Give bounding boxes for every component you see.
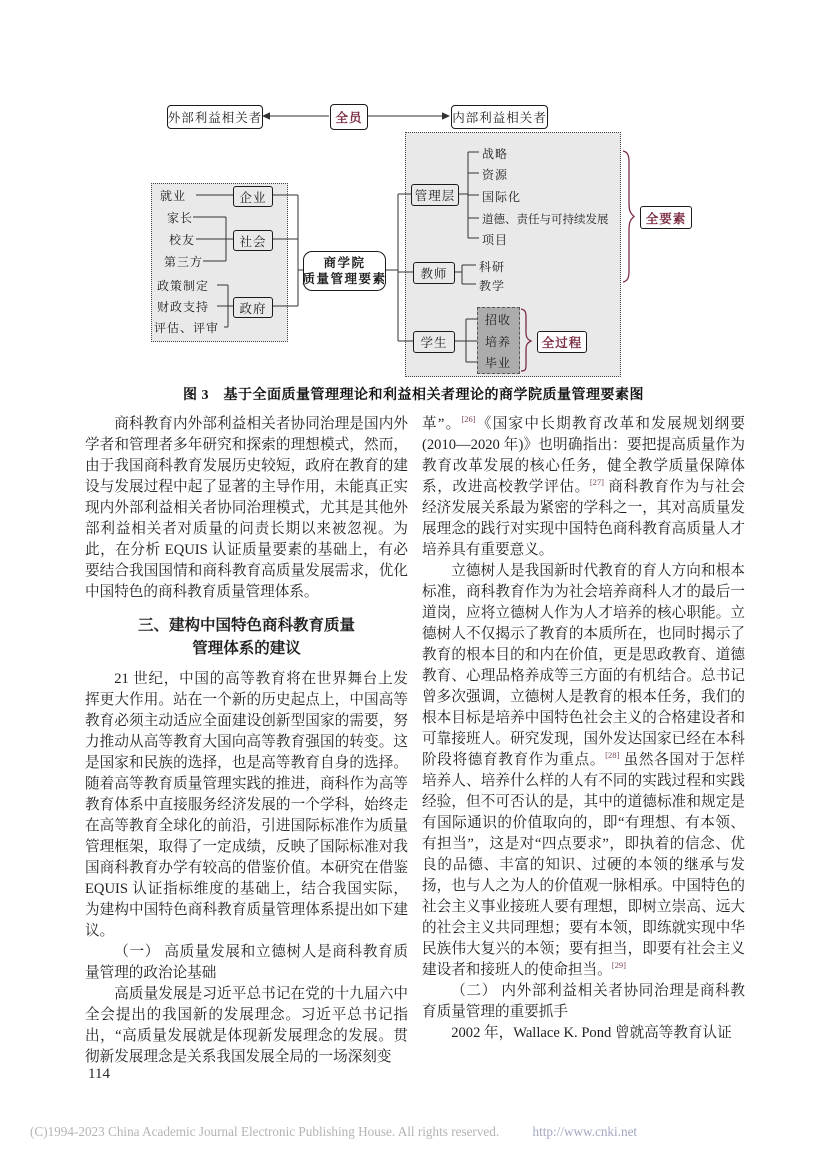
label-third-party: 第三方 (164, 255, 204, 269)
label-financial-support: 财政支持 (157, 300, 210, 314)
leaf-graduation: 毕业 (484, 356, 511, 370)
section-heading (85, 614, 408, 660)
node-government: 政府 (233, 297, 273, 318)
paragraph: 高质量发展是习近平总书记在党的十九届六中全会提出的我国新的发展理念。习近平总书记指出，“高质量发展就是体现新发展理念的发展。贯彻新发展理念是关系我国发展全局的一场深刻变 (85, 986, 408, 1065)
node-society: 社会 (233, 230, 273, 251)
node-enterprise: 企业 (233, 186, 273, 207)
leaf-strategy: 战略 (482, 147, 509, 161)
figure-caption: 图 3 基于全面质量管理理论和利益相关者理论的商学院质量管理要素图 (183, 388, 644, 403)
reference-superscript: [29] (611, 960, 626, 971)
node-external-stakeholders: 外部利益相关者 (167, 105, 263, 129)
text-column-left (85, 414, 408, 1068)
cnki-url: http://www.cnki.net (532, 1124, 638, 1139)
reference-superscript: [28] (605, 750, 620, 761)
node-management: 管理层 (411, 184, 459, 206)
node-whole-process: 全过程 (537, 331, 587, 353)
label-evaluation-review: 评估、评审 (154, 321, 220, 335)
label-employment: 就业 (160, 189, 187, 203)
paragraph: 21 世纪，中国的高等教育将在世界舞台上发挥更大作用。站在一个新的历史起点上，中国高等教育必须主动适应全面建设创新型国家的需要，努力推动从高等教育大国向高等教育强国的转变。这是国家和民族的选择，也是高等教育自身的选择。随着高等教育质量管理实践的推进，商科作为高等教育体系中直接服务经济发展的一个学科，始终走在高等教育全球化的前沿，引进国际标准作为质量管理框架，取得了一定成绩，反映了国际标准对我国商科教育办学有较高的借鉴价值。本研究在借鉴EQUIS 认证指标维度的基础上，结合我国实际，为建构中国特色商科教育质量管理体系提出如下建议。 (85, 671, 408, 939)
text-column-right (422, 414, 745, 1044)
leaf-admission: 招收 (484, 313, 511, 327)
leaf-teaching: 教学 (479, 279, 506, 293)
subsection-heading: （二） 内外部利益相关者协同治理是商科教育质量管理的重要抓手 (422, 983, 745, 1020)
node-internal-stakeholders: 内部利益相关者 (451, 105, 548, 129)
paragraph: 商科教育内外部利益相关者协同治理是国内外学者和管理者多年研究和探索的理想模式，然而，由于我国商科教育发展历史较短，政府在教育的建设与发展过程中起了显著的主导作用，未能真正实现内外部利益相关者协同治理模式，尤其是其他外部利益相关者对质量的问责长期以来被忽视。为此，在分析 EQUIS 认证质量要素的基础上，有必要结合我国国情和商科教育高质量发展需求，优化中国特色的商科教育质量管理体系。 (85, 416, 408, 600)
node-student: 学生 (413, 331, 455, 353)
node-all-elements: 全要素 (640, 206, 692, 229)
copyright-text: (C)1994-2023 China Academic Journal Electronic Publishing House. All rights reserved. (30, 1124, 500, 1139)
subsection-heading: （一） 高质量发展和立德树人是商科教育质量管理的政治论基础 (85, 944, 408, 981)
section-heading-line1: 三、建构中国特色商科教育质量 (137, 617, 355, 634)
node-business-school-qm-elements (303, 251, 386, 291)
paragraph: 2002 年，Wallace K. Pond 曾就高等教育认证 (451, 1025, 732, 1041)
leaf-cultivation: 培养 (484, 335, 511, 349)
section-heading-line2: 管理体系的建议 (192, 640, 301, 657)
label-alumni: 校友 (169, 233, 196, 247)
page-footer (30, 1124, 810, 1140)
reference-superscript: [26] (461, 414, 476, 425)
center-node-line2: 质量管理要素 (302, 272, 387, 286)
node-all-members: 全员 (330, 104, 368, 130)
label-parents: 家长 (167, 211, 194, 225)
leaf-internationalization: 国际化 (482, 190, 522, 204)
leaf-ethics-responsibility-sustainability: 道德、责任与可持续发展 (482, 214, 609, 226)
leaf-resources: 资源 (482, 168, 509, 182)
paragraph: 革”。[26]《国家中长期教育改革和发展规划纲要(2010—2020 年)》也明确指出：要把提高质量作为教育改革发展的核心任务，健全教学质量保障体系，改进高校教学评估。[27] 商科教育作为与社会经济发展关系最为紧密的学科之一，其对高质量发展理念的践行对实现中国特色商科教育高质量人才培养具有重要意义。 (422, 414, 745, 558)
paragraph: 立德树人是我国新时代教育的育人方向和根本标准，商科教育作为为社会培养商科人才的最后一道岗，应将立德树人作为人才培养的核心职能。立德树人不仅揭示了教育的本质所在，也同时揭示了教育的根本目的和内在价值，更是思政教育、道德教育、心理品格养成等三方面的有机结合。总书记曾多次强调，立德树人是教育的根本任务，我们的根本目标是培养中国特色社会主义的合格建设者和可靠接班人。研究发现，国外发达国家已经在本科阶段将德育教育作为重点。[28] 虽然各国对于怎样培养人、培养什么样的人有不同的实践过程和实践经验，但不可否认的是，其中的道德标准和规定是有国际通识的价值取向的，即“有理想、有本领、有担当”，这是对“四点要求”，即执着的信念、优良的品德、丰富的知识、过硬的本领的继承与发扬，也与人之为人的价值观一脉相承。中国特色的社会主义事业接班人要有理想，即树立崇高、远大的社会主义共同理想；要有本领，即练就实现中华民族伟大复兴的本领；要有担当，即要有社会主义建设者和接班人的使命担当。[29] (422, 563, 745, 978)
center-node-line1: 商学院 (323, 256, 366, 270)
figure-3-diagram (0, 0, 827, 412)
label-policy-making: 政策制定 (157, 279, 210, 293)
page-number: 114 (88, 1066, 110, 1082)
reference-superscript: [27] (589, 477, 605, 488)
leaf-research: 科研 (479, 260, 506, 274)
leaf-projects: 项目 (482, 233, 509, 247)
node-teacher: 教师 (413, 262, 455, 284)
